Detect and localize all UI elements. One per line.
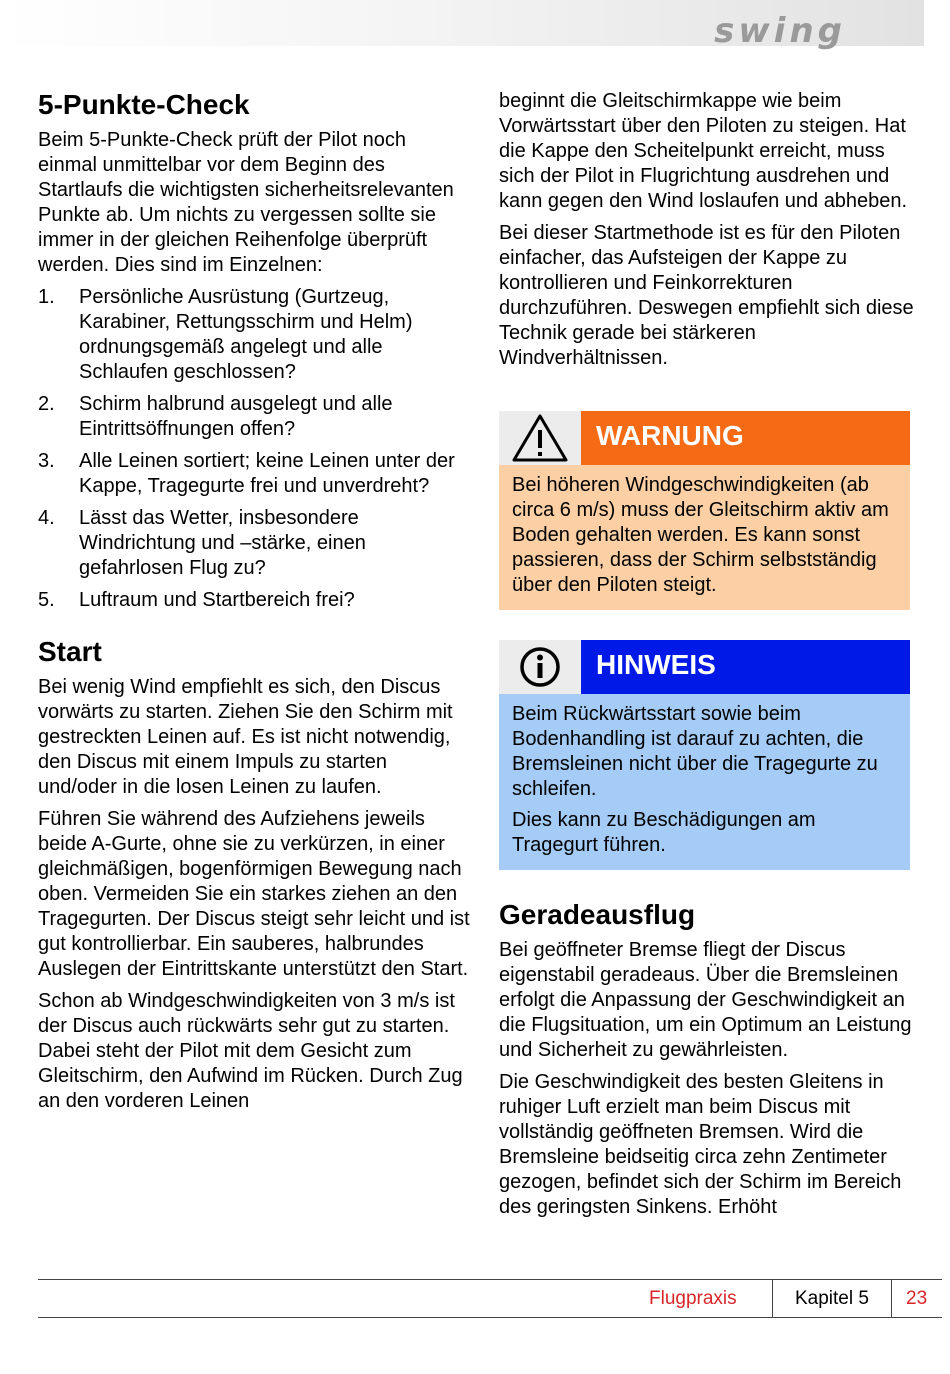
footer-chapter: Kapitel 5 — [795, 1288, 869, 1309]
warning-text: Bei höheren Windgeschwindigkeiten (ab circa 6 m/s) muss der Gleitschirm aktiv am Boden gehalten werden. Es kann sonst passieren, dass der Schirm selbstständig über den Piloten steigt. — [512, 474, 889, 596]
continued-paragraph-1: beginnt die Gleitschirmkappe wie beim Vorwärtsstart über den Piloten zu steigen. Hat die Kappe den Scheitelpunkt erreicht, muss sich der Pilot in Flugrichtung ausdrehen und kann gegen den Wind loslaufen und abheben. — [499, 90, 908, 212]
list-item: 4. Lässt das Wetter, insbesondere Windrichtung und –stärke, einen gefahrlosen Flug zu? — [38, 507, 366, 579]
list-item: 3. Alle Leinen sortiert; keine Leinen unter der Kappe, Tragegurte frei und unverdreht? — [38, 450, 455, 497]
check-intro: Beim 5-Punkte-Check prüft der Pilot noch einmal unmittelbar vor dem Beginn des Startlaufs die wichtigsten sicherheitsrelevanten Punkte ab. Um nichts zu vergessen sollte sie immer in der gleichen Reihenfolge überprüft werden. Dies sind im Einzelnen: — [38, 129, 454, 276]
footer-separator — [891, 1279, 892, 1317]
straight-flight-heading: Geradeausflug — [499, 899, 696, 930]
swing-logo: swing — [714, 11, 846, 51]
hint-title: HINWEIS — [581, 640, 910, 694]
check-list — [38, 285, 470, 613]
footer-divider-bottom — [38, 1317, 942, 1318]
left-column — [38, 88, 470, 1121]
right-column — [499, 89, 919, 1227]
page-number: 23 — [906, 1288, 928, 1309]
footer-separator — [772, 1279, 773, 1317]
start-paragraph-3: Schon ab Windgeschwindigkeiten von 3 m/s ist der Discus auch rückwärts sehr gut zu starten. Dabei steht der Pilot mit dem Gesicht zum Gleitschirm, den Aufwind im Rücken. Durch Zug an den vorderen Leinen — [38, 990, 463, 1112]
start-heading: Start — [38, 636, 102, 667]
start-paragraph-2: Führen Sie während des Aufziehens jeweils beide A-Gurte, ohne sie zu verkürzen, in einer gleichmäßigen, bogenförmigen Bewegung nach oben. Vermeiden Sie ein starkes ziehen an den Tragegurten. Der Discus steigt sehr leicht und ist gut kontrollierbar. Ein sauberes, halbrundes Auslegen der Eintrittskante unterstützt den Start. — [38, 808, 470, 980]
warning-box — [499, 411, 910, 610]
continued-paragraph-2: Bei dieser Startmethode ist es für den Piloten einfacher, das Aufsteigen der Kappe zu kontrollieren und Feinkorrekturen durchzuführen. Deswegen empfiehlt sich diese Technik gerade bei stärkeren Windverhältnissen. — [499, 222, 914, 369]
info-icon — [499, 640, 581, 694]
straight-paragraph-1: Bei geöffneter Bremse fliegt der Discus eigenstabil geradeaus. Über die Bremsleinen erfolgt die Anpassung der Geschwindigkeit an die Flugsituation, um ein Optimum an Leistung und Sicherheit zu gewährleisten. — [499, 939, 912, 1061]
list-item: 5. Luftraum und Startbereich frei? — [38, 589, 355, 611]
footer-section: Flugpraxis — [649, 1288, 737, 1309]
check-heading: 5-Punkte-Check — [38, 89, 250, 120]
warning-icon — [499, 411, 581, 465]
warning-title: WARNUNG — [581, 411, 910, 465]
hint-box — [499, 640, 910, 870]
page-header — [0, 0, 924, 51]
straight-paragraph-2: Die Geschwindigkeit des besten Gleitens in ruhiger Luft erzielt man beim Discus mit vollständig geöffneten Bremsen. Wird die Bremsleine beidseitig circa zehn Zentimeter gezogen, befindet sich der Schirm im Bereich des geringsten Sinkens. Erhöht — [499, 1071, 902, 1218]
start-paragraph-1: Bei wenig Wind empfiehlt es sich, den Discus vorwärts zu starten. Ziehen Sie den Schirm mit gestreckten Leinen auf. Es ist nicht notwendig, den Discus mit einem Impuls zu starten und/oder in die losen Leinen zu laufen. — [38, 676, 453, 798]
footer-divider-top — [38, 1279, 942, 1280]
hint-text-1: Beim Rückwärtsstart sowie beim Bodenhandling ist darauf zu achten, die Bremsleinen nicht über die Tragegurte zu schleifen. — [512, 703, 878, 800]
hint-text-2: Dies kann zu Beschädigungen am Tragegurt führen. — [512, 809, 816, 856]
list-item: 1. Persönliche Ausrüstung (Gurtzeug, Karabiner, Rettungsschirm und Helm) ordnungsgemäß angelegt und alle Schlaufen geschlossen? — [38, 286, 413, 383]
list-item: 2. Schirm halbrund ausgelegt und alle Eintrittsöffnungen offen? — [38, 393, 393, 440]
